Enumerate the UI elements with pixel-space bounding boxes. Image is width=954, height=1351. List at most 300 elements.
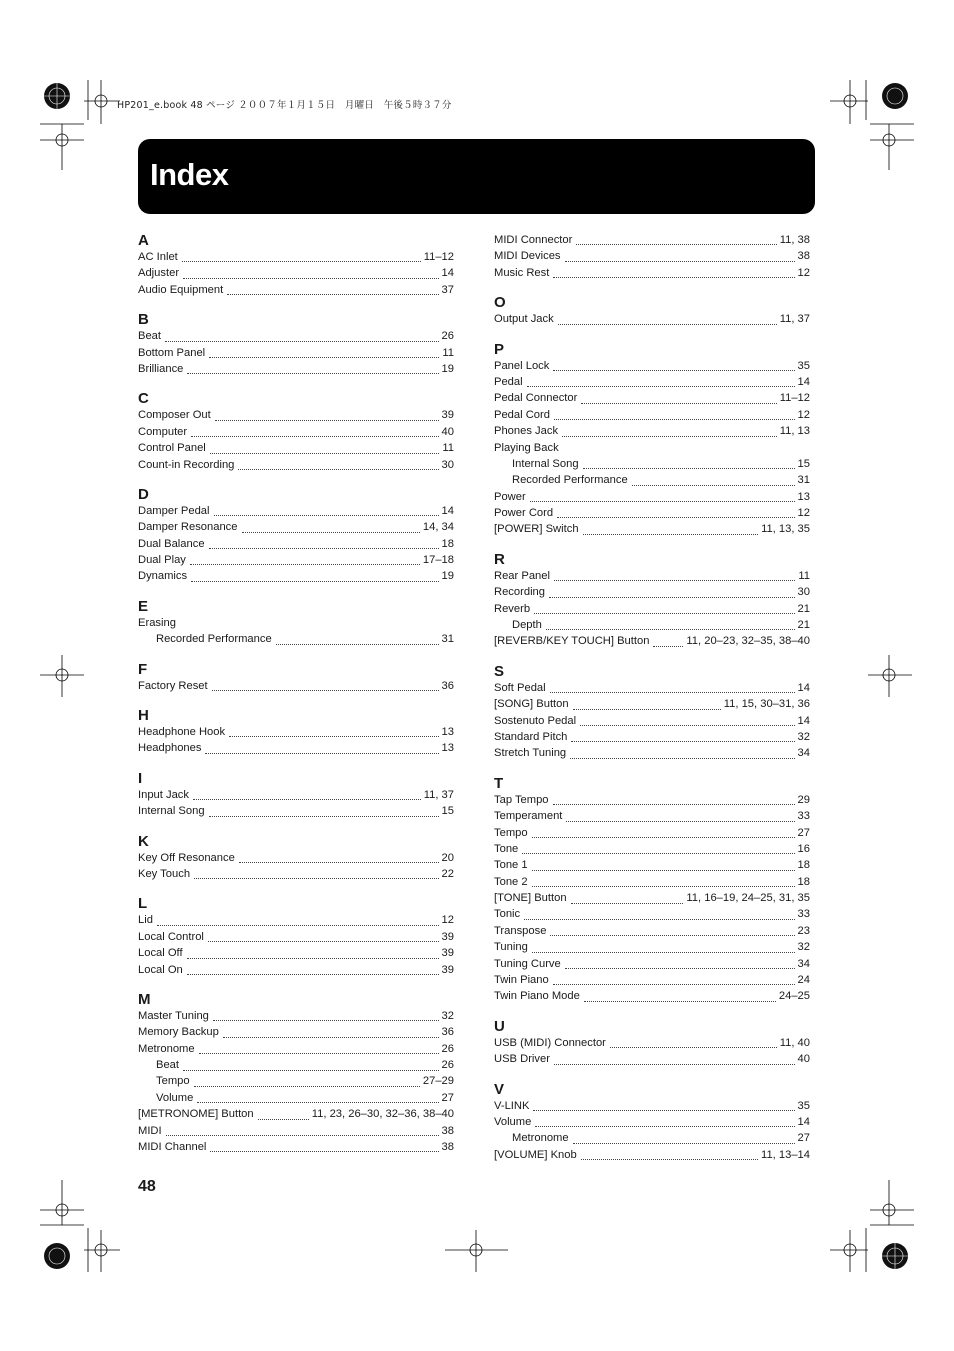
- index-section: [138, 390, 454, 473]
- index-entry: [494, 890, 810, 906]
- index-entry: [138, 1008, 454, 1024]
- index-entry: [138, 1090, 454, 1106]
- index-section: [138, 895, 454, 978]
- index-section: [494, 294, 810, 327]
- index-entry: [494, 1098, 810, 1114]
- entry-pages: 22: [441, 867, 454, 880]
- index-entry: [494, 407, 810, 423]
- entry-pages: 15: [441, 805, 454, 818]
- entry-term: Adjuster: [138, 267, 180, 280]
- leader-dots: [581, 403, 776, 404]
- entry-pages: 11: [442, 442, 454, 455]
- index-entry: [494, 390, 810, 406]
- section-letter: P: [494, 340, 505, 358]
- entry-pages: 14: [797, 681, 810, 694]
- index-entry: [138, 536, 454, 552]
- leader-dots: [213, 1020, 439, 1021]
- leader-dots: [583, 534, 759, 535]
- leader-dots: [210, 453, 440, 454]
- leader-dots: [554, 419, 795, 420]
- entry-pages: 30: [797, 586, 810, 599]
- leader-dots: [553, 984, 795, 985]
- entry-pages: 39: [441, 963, 454, 976]
- index-entry: [138, 568, 454, 584]
- index-entry: [138, 866, 454, 882]
- index-entry: [494, 423, 810, 439]
- leader-dots: [209, 816, 439, 817]
- index-entry: [138, 1024, 454, 1040]
- entry-term: Count-in Recording: [138, 458, 235, 471]
- leader-dots: [553, 370, 794, 371]
- leader-dots: [166, 1135, 439, 1136]
- leader-dots: [584, 1001, 776, 1002]
- entry-pages: 13: [441, 726, 454, 739]
- leader-dots: [214, 515, 439, 516]
- index-section: [138, 707, 454, 757]
- entry-pages: 36: [441, 1026, 454, 1039]
- entry-pages: 12: [797, 266, 810, 279]
- entry-pages: 11, 23, 26–30, 32–36, 38–40: [311, 1108, 454, 1121]
- entry-term: Computer: [138, 425, 188, 438]
- section-letter: L: [138, 895, 148, 913]
- entry-pages: 13: [797, 490, 810, 503]
- entry-term: Memory Backup: [138, 1026, 219, 1039]
- entry-term: Power: [494, 490, 526, 503]
- leader-dots: [227, 294, 438, 295]
- entry-term: Damper Pedal: [138, 504, 210, 517]
- entry-term: Key Off Resonance: [138, 851, 235, 864]
- entry-term: Standard Pitch: [494, 730, 568, 743]
- entry-pages: 26: [441, 1059, 454, 1072]
- entry-term: Local On: [138, 963, 183, 976]
- leader-dots: [550, 692, 795, 693]
- leader-dots: [549, 597, 795, 598]
- page-title: Index: [150, 157, 229, 192]
- entry-term: Lid: [138, 914, 153, 927]
- index-entry: [494, 358, 810, 374]
- leader-dots: [194, 1086, 420, 1087]
- entry-term: Composer Out: [138, 409, 211, 422]
- entry-pages: 11, 20–23, 32–35, 38–40: [686, 635, 810, 648]
- index-entry: [494, 1130, 810, 1146]
- index-entry: [494, 440, 810, 456]
- entry-term: Sostenuto Pedal: [494, 714, 577, 727]
- entry-pages: 39: [441, 947, 454, 960]
- entry-term: Depth: [512, 619, 542, 632]
- entry-pages: 11, 16–19, 24–25, 31, 35: [686, 892, 810, 905]
- entry-term: Twin Piano Mode: [494, 990, 580, 1003]
- entry-pages: 30: [441, 458, 454, 471]
- entry-pages: 33: [797, 908, 810, 921]
- section-letter: R: [494, 550, 505, 568]
- entry-term: Audio Equipment: [138, 283, 224, 296]
- entry-term: Headphones: [138, 742, 202, 755]
- index-entry: [138, 1074, 454, 1090]
- entry-pages: 32: [441, 1009, 454, 1022]
- section-letter: B: [138, 311, 149, 329]
- leader-dots: [576, 244, 776, 245]
- entry-term: Key Touch: [138, 867, 191, 880]
- section-letter: I: [138, 769, 143, 787]
- index-entry: [138, 265, 454, 281]
- entry-term: Reverb: [494, 602, 531, 615]
- index-entry: [138, 945, 454, 961]
- entry-pages: 34: [797, 747, 810, 760]
- entry-term: Power Cord: [494, 507, 554, 520]
- leader-dots: [209, 357, 439, 358]
- leader-dots: [205, 753, 438, 754]
- leader-dots: [524, 919, 794, 920]
- leader-dots: [183, 278, 439, 279]
- entry-pages: 14: [797, 714, 810, 727]
- leader-dots: [522, 853, 794, 854]
- leader-dots: [527, 386, 795, 387]
- leader-dots: [573, 1143, 795, 1144]
- index-section: [494, 663, 810, 762]
- leader-dots: [571, 903, 684, 904]
- entry-term: Playing Back: [494, 441, 559, 454]
- leader-dots: [583, 468, 795, 469]
- index-entry: [138, 361, 454, 377]
- index-entry: [138, 929, 454, 945]
- index-entry: [494, 939, 810, 955]
- index-entry: [494, 713, 810, 729]
- entry-pages: 19: [441, 362, 454, 375]
- entry-term: Stretch Tuning: [494, 747, 567, 760]
- index-entry: [494, 1114, 810, 1130]
- entry-term: Volume: [156, 1091, 194, 1104]
- entry-pages: 19: [441, 570, 454, 583]
- leader-dots: [209, 548, 439, 549]
- entry-pages: 35: [797, 1099, 810, 1112]
- index-section: [494, 1018, 810, 1068]
- index-entry: [494, 265, 810, 281]
- leader-dots: [532, 952, 795, 953]
- section-letter: K: [138, 832, 149, 850]
- entry-pages: 15: [797, 457, 810, 470]
- section-letter: M: [138, 990, 151, 1008]
- index-entry: [138, 1139, 454, 1155]
- index-section: [494, 232, 810, 281]
- entry-term: Volume: [494, 1116, 532, 1128]
- index-entry: [494, 472, 810, 488]
- leader-dots: [165, 341, 439, 342]
- entry-term: Beat: [138, 330, 162, 343]
- index-entry: [138, 249, 454, 265]
- index-entry: [494, 841, 810, 857]
- leader-dots: [632, 485, 795, 486]
- entry-pages: 31: [441, 633, 454, 646]
- index-column-right: [494, 232, 810, 1176]
- entry-pages: 11, 13: [779, 425, 810, 438]
- index-section: [494, 1081, 810, 1164]
- entry-pages: 11–12: [423, 250, 454, 263]
- entry-pages: 11, 13–14: [761, 1148, 810, 1161]
- leader-dots: [534, 613, 794, 614]
- leader-dots: [183, 1070, 439, 1071]
- entry-term: [POWER] Switch: [494, 523, 579, 536]
- entry-pages: 23: [797, 924, 810, 937]
- section-letter: V: [494, 1080, 505, 1098]
- index-entry: [494, 956, 810, 972]
- index-entry: [494, 729, 810, 745]
- leader-dots: [191, 581, 438, 582]
- leader-dots: [553, 277, 794, 278]
- entry-pages: 11, 37: [779, 313, 810, 326]
- index-section: [494, 775, 810, 1005]
- entry-pages: 20: [441, 851, 454, 864]
- index-section: [138, 770, 454, 820]
- entry-term: MIDI Connector: [494, 233, 573, 246]
- index-entry: [494, 907, 810, 923]
- entry-pages: 18: [797, 875, 810, 888]
- entry-pages: 11–12: [779, 392, 810, 405]
- entry-pages: 13: [441, 742, 454, 755]
- entry-term: USB (MIDI) Connector: [494, 1036, 606, 1049]
- entry-term: Twin Piano: [494, 974, 549, 987]
- index-entry: [494, 232, 810, 248]
- leader-dots: [187, 974, 439, 975]
- leader-dots: [558, 324, 777, 325]
- leader-dots: [199, 1053, 439, 1054]
- entry-pages: 34: [797, 957, 810, 970]
- entry-term: Pedal: [494, 375, 523, 388]
- entry-term: V-LINK: [494, 1099, 530, 1112]
- index-entry: [494, 248, 810, 264]
- entry-term: Tap Tempo: [494, 793, 549, 806]
- entry-term: [SONG] Button: [494, 698, 569, 711]
- leader-dots: [554, 580, 795, 581]
- index-section: [138, 486, 454, 585]
- leader-dots: [212, 690, 439, 691]
- index-entry: [138, 407, 454, 423]
- index-entry: [138, 962, 454, 978]
- index-entry: [138, 740, 454, 756]
- index-entry: [494, 1051, 810, 1067]
- index-entry: [494, 489, 810, 505]
- leader-dots: [215, 420, 439, 421]
- index-entry: [138, 440, 454, 456]
- leader-dots: [182, 261, 421, 262]
- leader-dots: [276, 644, 439, 645]
- leader-dots: [223, 1037, 439, 1038]
- leader-dots: [570, 758, 794, 759]
- index-entry: [138, 912, 454, 928]
- index-section: [138, 833, 454, 883]
- entry-term: Pedal Cord: [494, 408, 550, 421]
- leader-dots: [573, 709, 721, 710]
- entry-term: Local Off: [138, 947, 183, 960]
- entry-pages: 40: [441, 425, 454, 438]
- index-entry: [138, 424, 454, 440]
- section-letter: O: [494, 294, 506, 312]
- index-entry: [494, 584, 810, 600]
- leader-dots: [533, 1110, 794, 1111]
- index-column-left: [138, 232, 454, 1168]
- entry-term: Local Control: [138, 930, 204, 943]
- entry-pages: 12: [797, 507, 810, 520]
- entry-pages: 33: [797, 810, 810, 823]
- leader-dots: [258, 1119, 309, 1120]
- index-entry: [494, 374, 810, 390]
- index-section: [138, 661, 454, 694]
- index-entry: [494, 568, 810, 584]
- entry-term: [TONE] Button: [494, 892, 567, 905]
- entry-term: Pedal Connector: [494, 392, 578, 405]
- leader-dots: [554, 1064, 795, 1065]
- entry-term: Dual Balance: [138, 537, 205, 550]
- entry-pages: 38: [441, 1141, 454, 1154]
- entry-term: Master Tuning: [138, 1009, 209, 1022]
- entry-term: MIDI Devices: [494, 250, 561, 263]
- leader-dots: [239, 862, 439, 863]
- entry-pages: 18: [797, 859, 810, 872]
- index-entry: [494, 1147, 810, 1163]
- index-entry: [494, 874, 810, 890]
- leader-dots: [610, 1047, 777, 1048]
- entry-term: Phones Jack: [494, 425, 559, 438]
- entry-pages: 24: [797, 974, 810, 987]
- entry-term: MIDI Channel: [138, 1141, 207, 1154]
- index-section: [138, 598, 454, 648]
- entry-term: Panel Lock: [494, 359, 550, 372]
- index-section: [138, 311, 454, 377]
- entry-term: Recorded Performance: [156, 633, 272, 646]
- entry-term: Tone 2: [494, 875, 528, 888]
- leader-dots: [191, 436, 438, 437]
- entry-term: Rear Panel: [494, 569, 550, 582]
- entry-term: Tone: [494, 842, 519, 855]
- leader-dots: [229, 736, 438, 737]
- index-entry: [138, 724, 454, 740]
- leader-dots: [581, 1159, 758, 1160]
- leader-dots: [550, 935, 794, 936]
- entry-pages: 11, 37: [423, 788, 454, 801]
- entry-pages: 14: [797, 375, 810, 388]
- index-entry: [494, 923, 810, 939]
- index-entry: [494, 745, 810, 761]
- index-entry: [494, 456, 810, 472]
- index-entry: [138, 282, 454, 298]
- entry-pages: 14: [441, 504, 454, 517]
- index-entry: [494, 825, 810, 841]
- index-entry: [138, 457, 454, 473]
- leader-dots: [190, 564, 420, 565]
- section-letter: U: [494, 1017, 505, 1035]
- section-letter: T: [494, 774, 504, 792]
- index-entry: [138, 1057, 454, 1073]
- entry-pages: 38: [797, 250, 810, 263]
- entry-pages: 27: [441, 1091, 454, 1104]
- section-letter: A: [138, 232, 149, 249]
- section-letter: D: [138, 485, 149, 503]
- entry-pages: 27–29: [422, 1075, 454, 1088]
- entry-pages: 40: [797, 1053, 810, 1066]
- leader-dots: [571, 741, 794, 742]
- index-entry: [494, 857, 810, 873]
- entry-term: Tonic: [494, 908, 521, 921]
- entry-term: Beat: [156, 1059, 180, 1072]
- entry-pages: 18: [441, 537, 454, 550]
- index-entry: [138, 328, 454, 344]
- leader-dots: [565, 968, 795, 969]
- entry-pages: 36: [441, 679, 454, 692]
- entry-term: MIDI: [138, 1124, 162, 1137]
- entry-term: Metronome: [138, 1042, 195, 1055]
- entry-pages: 16: [797, 842, 810, 855]
- leader-dots: [193, 799, 421, 800]
- leader-dots: [653, 646, 683, 647]
- entry-pages: 21: [797, 619, 810, 632]
- entry-term: Internal Song: [512, 457, 579, 470]
- index-section: [494, 341, 810, 538]
- section-letter: C: [138, 390, 149, 408]
- section-letter: S: [494, 662, 505, 680]
- entry-term: Tempo: [156, 1075, 190, 1088]
- entry-term: Dual Play: [138, 554, 186, 567]
- leader-dots: [208, 941, 439, 942]
- index-entry: [138, 552, 454, 568]
- index-entry: [494, 505, 810, 521]
- entry-pages: 14: [797, 1116, 810, 1128]
- entry-term: Bottom Panel: [138, 346, 206, 359]
- entry-pages: 35: [797, 359, 810, 372]
- entry-term: Tuning: [494, 941, 528, 954]
- index-entry: [138, 615, 454, 631]
- entry-pages: 37: [441, 283, 454, 296]
- index-entry: [494, 680, 810, 696]
- leader-dots: [530, 501, 795, 502]
- index-entry: [494, 808, 810, 824]
- index-section: [138, 991, 454, 1156]
- entry-pages: 17–18: [422, 554, 454, 567]
- index-entry: [138, 1123, 454, 1139]
- file-info-line: HP201_e.book 48 ページ ２００７年１月１５日 月曜日 午後５時３７分: [117, 100, 452, 111]
- entry-term: Input Jack: [138, 788, 189, 801]
- entry-term: Recording: [494, 586, 545, 599]
- entry-term: Tempo: [494, 826, 528, 839]
- entry-pages: 32: [797, 941, 810, 954]
- entry-term: Output Jack: [494, 313, 554, 326]
- index-entry: [494, 617, 810, 633]
- index-entry: [138, 503, 454, 519]
- index-entry: [138, 345, 454, 361]
- leader-dots: [562, 436, 777, 437]
- section-letter: H: [138, 707, 149, 725]
- index-entry: [494, 972, 810, 988]
- index-entry: [494, 988, 810, 1004]
- entry-term: Control Panel: [138, 442, 206, 455]
- leader-dots: [210, 1151, 438, 1152]
- index-section: [138, 232, 454, 298]
- leader-dots: [187, 958, 439, 959]
- leader-dots: [197, 1102, 438, 1103]
- leader-dots: [535, 1126, 794, 1127]
- leader-dots: [553, 804, 795, 805]
- entry-pages: 12: [441, 914, 454, 927]
- entry-term: Temperament: [494, 810, 563, 823]
- index-section: [494, 551, 810, 650]
- entry-term: Transpose: [494, 924, 547, 937]
- entry-term: Tone 1: [494, 859, 528, 872]
- entry-term: Metronome: [512, 1132, 569, 1145]
- index-entry: [494, 601, 810, 617]
- index-entry: [138, 1106, 454, 1122]
- entry-pages: 39: [441, 930, 454, 943]
- entry-term: Recorded Performance: [512, 474, 628, 487]
- index-entry: [138, 787, 454, 803]
- index-entry: [138, 850, 454, 866]
